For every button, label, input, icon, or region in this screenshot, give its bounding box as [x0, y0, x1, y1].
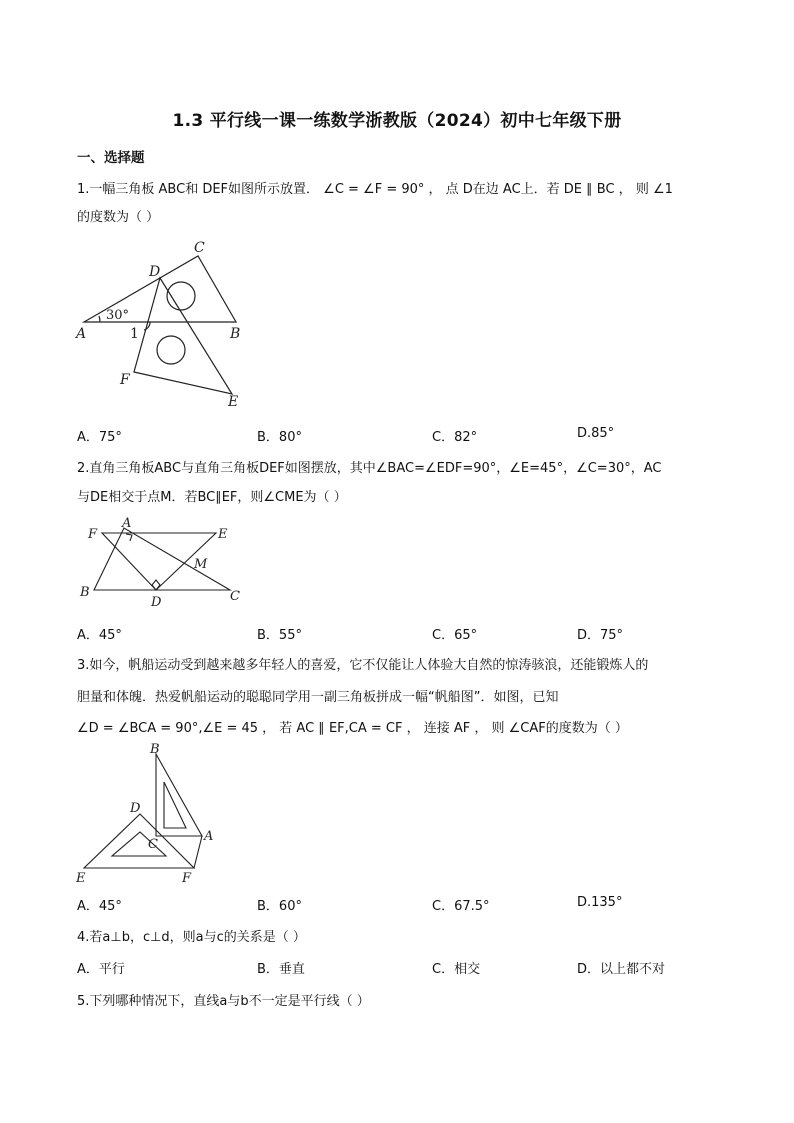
label-f: F [182, 871, 192, 886]
question-3-line-2: 胆量和体魄．热爱帆船运动的聪聪同学用一副三角板拼成一幅“帆船图”．如图，已知 [77, 690, 559, 705]
question-3-line-3: ∠D = ∠BCA = 90°,∠E = 45 ， 若 AC ∥ EF,CA = CF ， 连接 AF ， 则 ∠CAF的度数为（ ） [77, 721, 628, 736]
figure-q3 [74, 740, 220, 886]
question-1-line-1: 1.一幅三角板 ABC和 DEF如图所示放置． ∠C = ∠F = 90° ， 点 D在边 AC上．若 DE ∥ BC ， 则 ∠1 [77, 182, 673, 197]
triangle-abc [94, 528, 230, 590]
label-c: C [194, 240, 205, 256]
triangle-bca [156, 754, 202, 836]
q2-option-c[interactable]: C．65° [432, 628, 478, 643]
label-e: E [218, 527, 228, 542]
q1-option-a[interactable]: A．75° [77, 430, 122, 445]
triangle-def [134, 278, 232, 394]
q3-option-a[interactable]: A．45° [77, 899, 122, 914]
label-d: D [151, 595, 162, 610]
label-b: B [80, 585, 90, 600]
label-d: D [130, 801, 141, 816]
q4-option-a[interactable]: A．平行 [77, 962, 125, 977]
q4-option-b[interactable]: B．垂直 [257, 962, 305, 977]
q1-option-d[interactable]: D.85° [577, 426, 615, 441]
q3-option-c[interactable]: C．67.5° [432, 899, 490, 914]
label-c: C [230, 589, 240, 604]
label-b: B [230, 326, 241, 342]
label-a: A [204, 829, 214, 844]
question-4-line-1: 4.若a⊥b，c⊥d，则a与c的关系是（ ） [77, 930, 306, 945]
q1-option-c[interactable]: C．82° [432, 430, 478, 445]
q4-option-d[interactable]: D．以上都不对 [577, 962, 666, 977]
figure-q1 [70, 238, 260, 410]
label-d: D [149, 264, 161, 280]
section-heading: 一、选择题 [77, 150, 145, 166]
question-2-line-2: 与DE相交于点M．若BC∥EF，则∠CME为（ ） [77, 490, 347, 505]
question-1-line-2: 的度数为（ ） [77, 210, 160, 225]
hole-circle-lower [157, 336, 185, 364]
label-c: C [148, 837, 158, 852]
triangle-def [84, 814, 194, 868]
question-3-line-1: 3.如今，帆船运动受到越来越多年轻人的喜爱，它不仅能让人体验大自然的惊涛骇浪，还能锻炼人的 [77, 658, 649, 673]
q2-option-a[interactable]: A．45° [77, 628, 122, 643]
label-a: A [76, 326, 87, 342]
q1-option-b[interactable]: B．80° [257, 430, 302, 445]
q3-option-b[interactable]: B．60° [257, 899, 302, 914]
page-title: 1.3 平行线一课一练数学浙教版（2024）初中七年级下册 [172, 111, 622, 131]
label-e: E [76, 871, 86, 886]
q4-option-c[interactable]: C．相交 [432, 962, 481, 977]
segment-af [194, 836, 202, 868]
figure-q2 [76, 514, 248, 610]
question-5-line-1: 5.下列哪种情况下，直线a与b不一定是平行线（ ） [77, 994, 370, 1009]
right-angle-mark-d [152, 580, 160, 590]
q2-option-d[interactable]: D．75° [577, 628, 624, 643]
label-m: M [194, 557, 208, 572]
right-angle-mark-a [126, 534, 132, 541]
label-e: E [228, 394, 239, 410]
label-angle-1: 1 [130, 326, 139, 342]
label-f: F [120, 372, 130, 388]
label-b: B [150, 742, 160, 757]
q2-option-b[interactable]: B．55° [257, 628, 302, 643]
question-2-line-1: 2.直角三角板ABC与直角三角板DEF如图摆放，其中∠BAC=∠EDF=90°，∠E=45°，∠C=30°，AC [77, 461, 662, 476]
label-f: F [88, 527, 98, 542]
q3-option-d[interactable]: D.135° [577, 895, 623, 910]
angle-arc-a [99, 316, 100, 322]
label-30-degrees: 30° [106, 308, 130, 323]
label-a: A [122, 516, 132, 531]
